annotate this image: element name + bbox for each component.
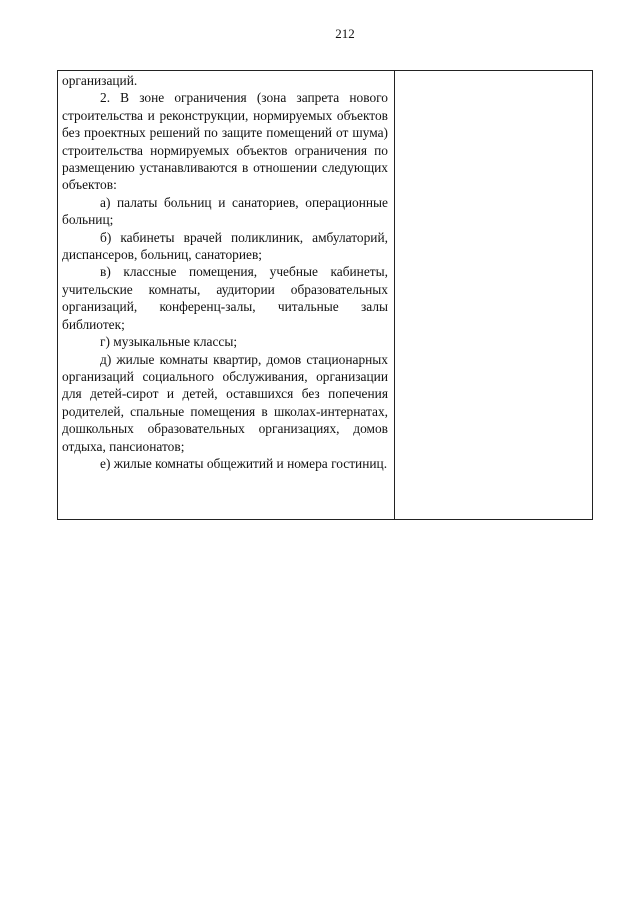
list-item-b: б) кабинеты врачей поликлиник, амбулаторий, диспансеров, больниц, санаториев; — [62, 229, 388, 263]
table-left-cell — [62, 72, 388, 472]
page-number: 212 — [335, 26, 355, 41]
table-right-cell — [395, 71, 592, 519]
content-table — [57, 70, 593, 520]
list-item-a: а) палаты больниц и санаториев, операционные больниц; — [62, 194, 388, 228]
paragraph-restriction-zone: 2. В зоне ограничения (зона запрета нового строительства и реконструкции, нормируемых объектов без проектных решений по защите помещений от шума) строительства нормируемых объектов ограничения по размещению устанавливаются в отношении следующих объектов: — [62, 90, 388, 193]
paragraph-continuation: организаций. — [62, 73, 138, 88]
list-item-v: в) классные помещения, учебные кабинеты, учительские комнаты, аудитории образовательных организаций, конференц-залы, читальные залы библиотек; — [62, 264, 388, 332]
list-item-d: д) жилые комнаты квартир, домов стационарных организаций социального обслуживания, организации для детей-сирот и детей, оставшихся без попечения родителей, спальные помещения в школах-интернатах, дошкольных образовательных организациях, домов отдыха, пансионатов; — [62, 351, 388, 454]
list-item-e: е) жилые комнаты общежитий и номера гостиниц. — [100, 455, 388, 471]
list-item-g: г) музыкальные классы; — [100, 334, 238, 350]
